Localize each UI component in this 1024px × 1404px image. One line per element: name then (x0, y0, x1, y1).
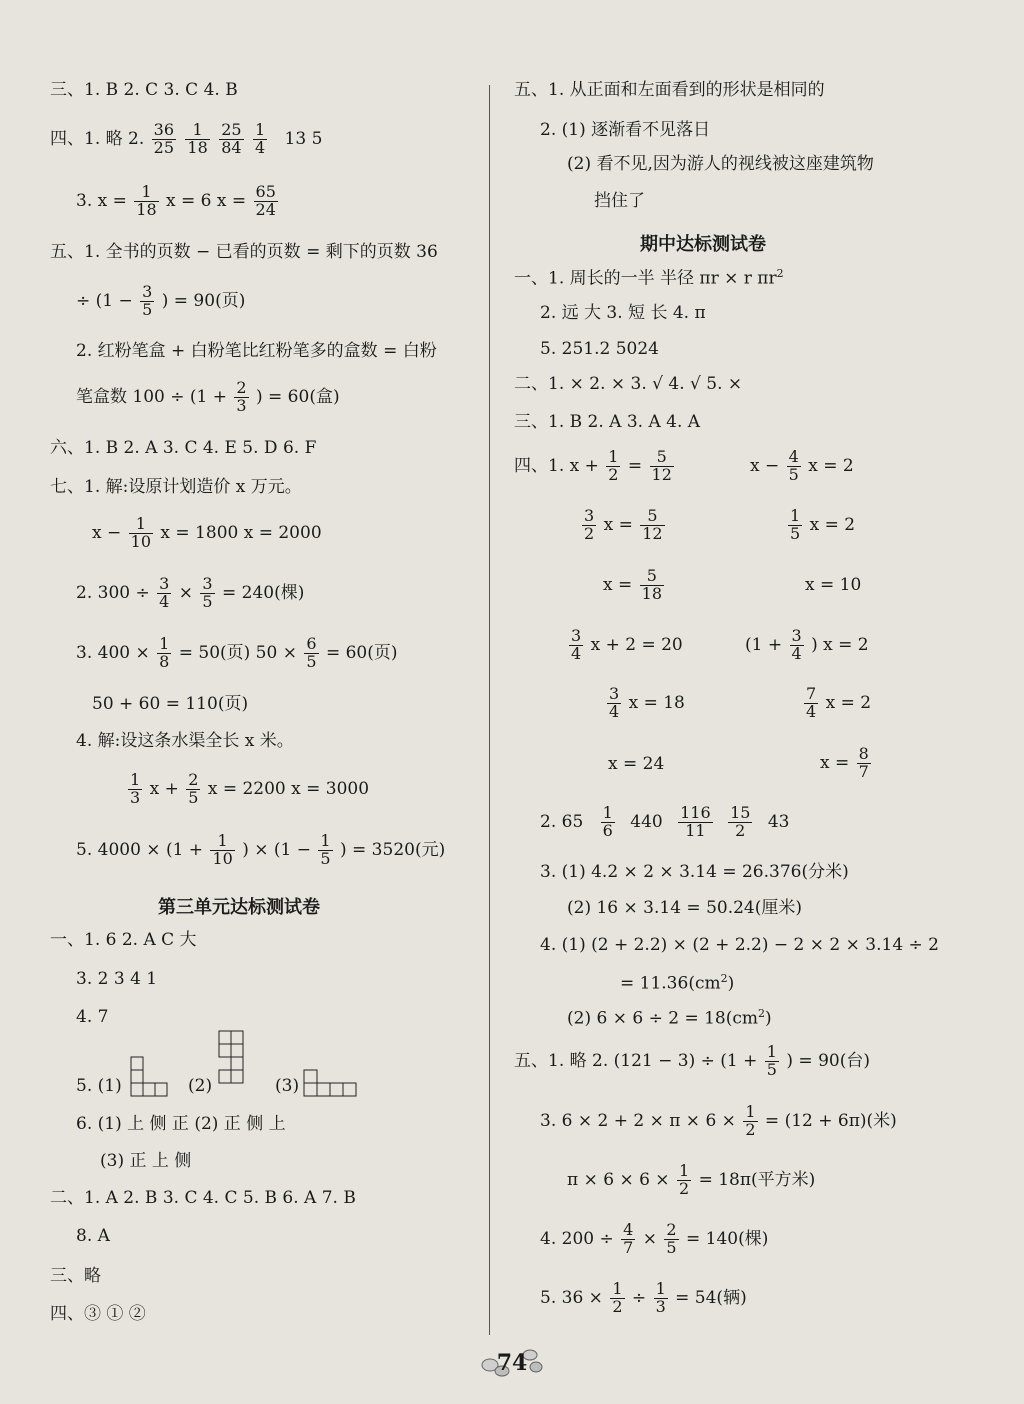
u3-s4-row: 四、③ ① ② (50, 1304, 146, 1324)
fraction: $\frac{36}{25}$ (153, 120, 175, 157)
m4-eq4-right: (1 + $\frac{3}{4}$ ) x = 2 (745, 626, 869, 663)
u3-s3-row: 三、略 (50, 1266, 101, 1286)
m4-eq5-left: $\frac{3}{4}$ x = 18 (609, 684, 685, 721)
m1-row5: 5. 251.2 5024 (540, 339, 659, 359)
m4-q2-row: 2. 65 $\frac{1}{6}$ 440 $\frac{116}{11}$ $\frac{15}{2}$ 43 (540, 803, 790, 840)
m4-q4b: = $11.36(cm^2)$ (620, 972, 735, 994)
left-s7-1b: x − $\frac{1}{10}$ x = 1800 x = 2000 (92, 514, 322, 551)
m4-q3a: 3. (1) 4.2 × 2 × 3.14 = 26.376(分米) (540, 862, 849, 882)
m4-eq1-left: 四、1. x + $\frac{1}{2}$ = $\frac{5}{12}$ (514, 447, 672, 484)
shape-figure-1 (130, 1056, 170, 1098)
m4-q3b: (2) 16 × 3.14 = 50.24(厘米) (567, 898, 803, 918)
left-s7-2: 2. 300 ÷ $\frac{3}{4}$ × $\frac{3}{5}$ = 240(棵) (76, 574, 305, 611)
m4-eq2-right: $\frac{1}{5}$ x = 2 (790, 506, 856, 543)
m4-eq1-right: x − $\frac{4}{5}$ x = 2 (750, 447, 854, 484)
m4-q4a: 4. (1) (2 + 2.2) × (2 + 2.2) − 2 × 2 × 3.14 ÷ 2 (540, 935, 940, 955)
shape-figure-2 (218, 1030, 258, 1098)
u3-s2-row-b: 8. A (76, 1226, 110, 1246)
unit3-title: 第三单元达标测试卷 (158, 897, 320, 918)
m4-eq6-left: x = 24 (608, 754, 665, 774)
column-divider (489, 85, 490, 1335)
shape-figure-3 (303, 1056, 361, 1098)
left-s4-row1: 四、1. 略 2. $\frac{36}{25}$ $\frac{1}{18}$ $\frac{25}{84}$ $\frac{1}{4}$ 13 5 (50, 120, 323, 157)
m5-row1: 五、1. 略 2. (121 − 3) ÷ (1 + $\frac{1}{5}$ ) = 90(台) (514, 1042, 870, 1079)
left-s7-4b: $\frac{1}{3}$ x + $\frac{2}{5}$ x = 2200 x = 3000 (130, 770, 370, 807)
left-s7-4a: 4. 解:设这条水渠全长 x 米。 (76, 731, 294, 751)
left-s5-2a: 2. 红粉笔盒 + 白粉笔比红粉笔多的盒数 = 白粉 (76, 341, 437, 361)
fraction: $\frac{25}{84}$ (221, 120, 242, 157)
m4-eq3-left: x = $\frac{5}{18}$ (603, 566, 663, 603)
left-s3-row: 三、1. B 2. C 3. C 4. B (50, 80, 238, 100)
right-s5-2c: 挡住了 (594, 191, 645, 211)
m4-eq3-right: x = 10 (805, 575, 862, 595)
m1-row1: 一、1. 周长的一半 半径 πr × r $\pi r^2$ (514, 267, 784, 289)
u3-row6b: (3) 正 上 侧 (100, 1151, 192, 1171)
m5-row3: 3. 6 × 2 + 2 × π × 6 × $\frac{1}{2}$ = (12 + 6π)(米) (540, 1102, 897, 1139)
left-s7-3: 3. 400 × $\frac{1}{8}$ = 50(页) 50 × $\frac{6}{5}$ = 60(页) (76, 634, 398, 671)
m5-row5: 5. 36 × $\frac{1}{2}$ ÷ $\frac{1}{3}$ = 54(辆) (540, 1279, 747, 1316)
page-number: 74 (496, 1350, 528, 1376)
m5-row4: 4. 200 ÷ $\frac{4}{7}$ × $\frac{2}{5}$ = 140(棵) (540, 1220, 769, 1257)
m4-q4c: (2) $6 \times 6 \div 2 = 18(cm^2)$ (567, 1007, 772, 1029)
u3-row5-label1: 5. (1) (76, 1076, 122, 1096)
left-s6-row: 六、1. B 2. A 3. C 4. E 5. D 6. F (50, 438, 317, 458)
right-s5-1: 五、1. 从正面和左面看到的形状是相同的 (514, 80, 825, 100)
m4-eq6-right: x = $\frac{8}{7}$ (820, 744, 869, 781)
m2-row: 二、1. × 2. × 3. √ 4. √ 5. × (514, 374, 743, 394)
left-s7-3b: 50 + 60 = 110(页) (92, 694, 249, 714)
left-s5-1a: 五、1. 全书的页数 − 已看的页数 = 剩下的页数 36 (50, 242, 438, 262)
m1-row2: 2. 远 大 3. 短 长 4. π (540, 303, 706, 323)
u3-row3: 3. 2 3 4 1 (76, 969, 158, 989)
left-s5-2b: 笔盒数 100 ÷ (1 + $\frac{2}{3}$ ) = 60(盒) (76, 378, 340, 415)
u3-row5-label3: (3) (275, 1076, 300, 1096)
u3-row4: 4. 7 (76, 1007, 109, 1027)
midterm-title: 期中达标测试卷 (640, 234, 766, 255)
left-s5-1b: ÷ (1 − $\frac{3}{5}$ ) = 90(页) (76, 282, 246, 319)
page-number-badge (480, 1345, 544, 1379)
left-s7-1a: 七、1. 解:设原计划造价 x 万元。 (50, 477, 302, 497)
right-s5-2b: (2) 看不见,因为游人的视线被这座建筑物 (567, 154, 874, 174)
right-s5-2a: 2. (1) 逐渐看不见落日 (540, 120, 711, 140)
u3-row1: 一、1. 6 2. A C 大 (50, 930, 197, 950)
fraction: $\frac{1}{4}$ (254, 120, 266, 157)
m4-eq5-right: $\frac{7}{4}$ x = 2 (806, 684, 872, 721)
u3-s2-row: 二、1. A 2. B 3. C 4. C 5. B 6. A 7. B (50, 1188, 356, 1208)
u3-row5-label2: (2) (188, 1076, 213, 1096)
u3-row6a: 6. (1) 上 侧 正 (2) 正 侧 上 (76, 1114, 286, 1134)
m4-eq2-left: $\frac{3}{2}$ x = $\frac{5}{12}$ (584, 506, 663, 543)
fraction: $\frac{1}{18}$ (187, 120, 208, 157)
m5-row3b: π × 6 × 6 × $\frac{1}{2}$ = 18π(平方米) (567, 1161, 816, 1198)
m4-eq4-left: $\frac{3}{4}$ x + 2 = 20 (571, 626, 683, 663)
m3-row: 三、1. B 2. A 3. A 4. A (514, 412, 701, 432)
left-s4-row2: 3. x = $\frac{1}{18}$ x = 6 x = $\frac{65}{24}$ (76, 182, 276, 219)
left-s7-5: 5. 4000 × (1 + $\frac{1}{10}$ ) × (1 − $\frac{1}{5}$ ) = 3520(元) (76, 831, 446, 868)
